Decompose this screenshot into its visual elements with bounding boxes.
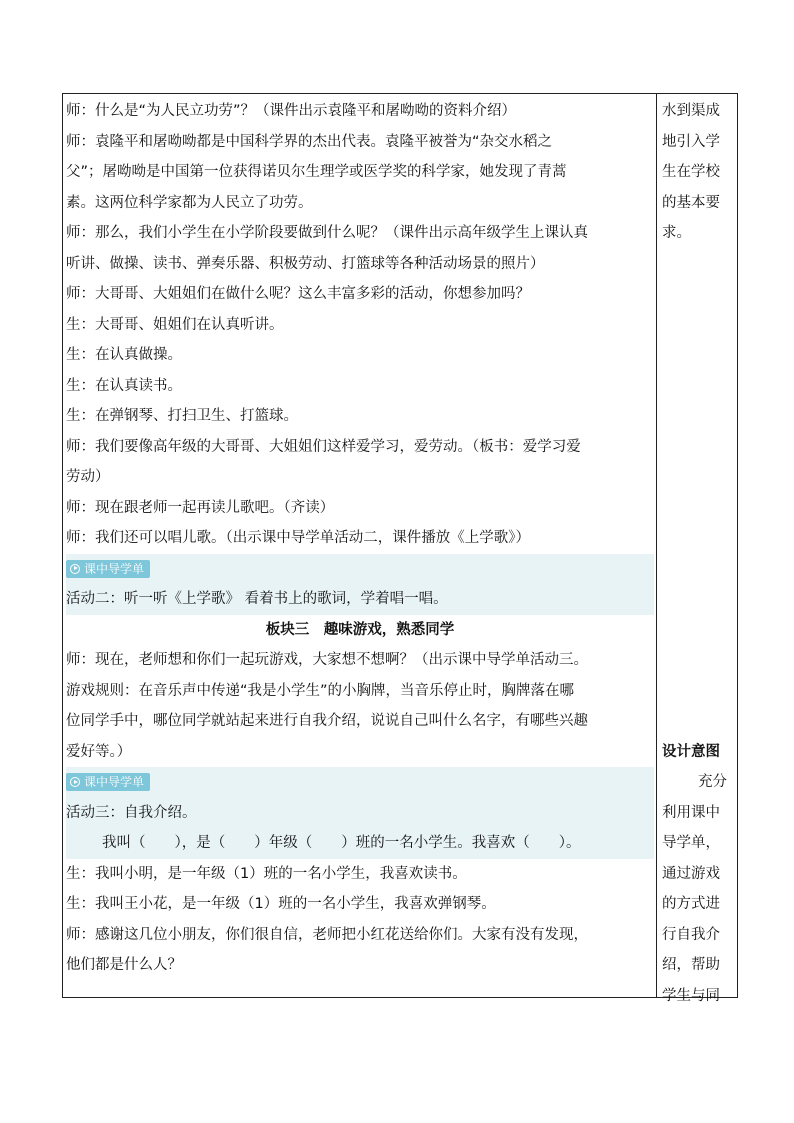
text-line: 师：什么是“为人民立功劳”？（课件出示袁隆平和屠呦呦的资料介绍） [66,103,517,119]
side-line: 利用课中 [662,804,720,821]
side-line: 水到渠成 [662,103,720,119]
text-line: 位同学手中，哪位同学就站起来进行自我介绍，说说自己叫什么名字，有哪些兴趣 [66,713,588,729]
activity-2-text: 活动二：听一听《上学歌》 看着书上的歌词，学着唱一唱。 [66,591,448,607]
activity-3-text: 活动三：自我介绍。 [66,804,197,821]
text-line: 听讲、做操、读书、弹奏乐器、积极劳动、打篮球等各种活动场景的照片） [66,255,545,272]
text-line: 爱好等。） [66,743,132,760]
text-line: 生：在认真读书。 [66,377,182,394]
design-intent-title: 设计意图 [662,743,720,760]
play-icon [70,777,80,787]
text-line: 生：在认真做操。 [66,347,182,363]
text-line: 师：感谢这几位小朋友，你们很自信，老师把小红花送给你们。大家有没有发现， [66,926,588,943]
text-line: 他们都是什么人？ [66,957,182,973]
text-line: 生：在弹钢琴、打扫卫生、打篮球。 [66,408,298,424]
side-line: 求。 [662,225,691,241]
side-line: 充分 [698,774,727,790]
text-line: 师：大哥哥、大姐姐们在做什么呢？这么丰富多彩的活动，你想参加吗？ [66,286,530,302]
text-line: 生：我叫小明，是一年级（1）班的一名小学生，我喜欢读书。 [66,865,467,882]
column-divider [656,93,657,998]
side-line: 生在学校 [662,164,720,180]
side-line: 的方式进 [662,896,720,912]
text-line: 师：那么，我们小学生在小学阶段要做到什么呢？（课件出示高年级学生上课认真 [66,225,588,241]
text-line: 师：现在，老师想和你们一起玩游戏，大家想不想啊？（出示课中导学单活动三。 [66,652,588,668]
guide-box-activity-3 [66,767,654,859]
text-line: 劳动） [66,469,110,485]
text-line: 生：大哥哥、姐姐们在认真听讲。 [66,316,284,333]
text-line: 师：现在跟老师一起再读儿歌吧。（齐读） [66,499,335,516]
side-line: 学生与同 [662,987,720,1004]
guide-box-activity-2 [66,554,654,615]
guide-sheet-tag [66,560,150,578]
side-line: 绍，帮助 [662,957,720,973]
activity-3-fill-in: 我叫（ ），是（ ）年级（ ）班的一名小学生。我喜欢（ ）。 [102,835,581,851]
play-icon [70,564,80,574]
text-line: 父”；屠呦呦是中国第一位获得诺贝尔生理学或医学奖的科学家，她发现了青蒿 [66,164,567,180]
text-line: 师：我们要像高年级的大哥哥、大姐姐们这样爱学习，爱劳动。（板书：爱学习爱 [66,438,581,455]
text-line: 师：袁隆平和屠呦呦都是中国科学界的杰出代表。袁隆平被誉为“杂交水稻之 [66,133,553,150]
guide-sheet-label: 课中导学单 [84,561,145,576]
design-intent-column [662,96,734,1011]
text-line: 游戏规则：在音乐声中传递“我是小学生”的小胸牌，当音乐停止时，胸牌落在哪 [66,682,575,699]
guide-sheet-label: 课中导学单 [84,775,145,789]
text-line: 师：我们还可以唱儿歌。（出示课中导学单活动二，课件播放《上学歌》） [66,530,530,546]
side-line: 行自我介 [662,926,720,943]
text-line: 素。这两位科学家都为人民立了功劳。 [66,194,313,211]
text-line: 生：我叫王小花，是一年级（1）班的一名小学生，我喜欢弹钢琴。 [66,896,496,912]
guide-sheet-tag [66,773,150,791]
side-line: 地引入学 [662,133,720,150]
side-line: 通过游戏 [662,865,720,882]
side-line: 导学单， [662,835,720,851]
main-column [66,96,654,981]
side-line: 的基本要 [662,194,720,211]
section-3-heading: 板块三 趣味游戏，熟悉同学 [265,621,455,638]
